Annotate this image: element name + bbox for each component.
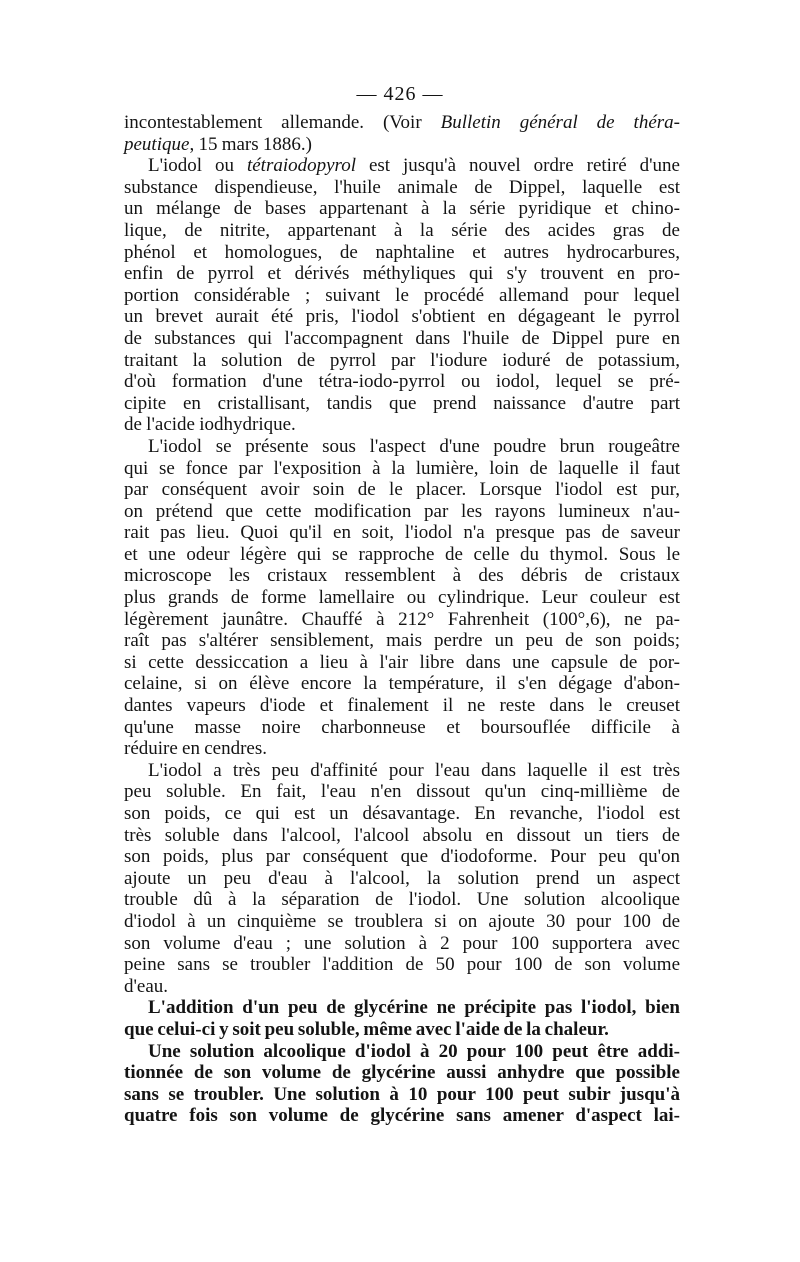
- text-segment: microscope les cristaux ressemblent à des débris de cristaux: [124, 565, 680, 587]
- italic-text: tétraiodopyrol: [246, 155, 357, 177]
- text-line: [124, 1062, 680, 1084]
- text-segment: son volume d'eau ; une solution à 2 pour 100 supportera avec: [124, 932, 680, 954]
- text-line: [124, 263, 680, 285]
- text-line: [124, 609, 680, 631]
- text-line: [124, 393, 680, 415]
- text-line: [124, 242, 680, 264]
- text-line: [124, 565, 680, 587]
- text-segment: portion considérable ; suivant le procédé allemand pour lequel: [124, 284, 680, 306]
- text-line: [124, 479, 680, 501]
- text-segment: réduire en cendres.: [124, 738, 268, 760]
- text-line: [124, 846, 680, 868]
- text-line: [124, 458, 680, 480]
- text-segment: ajoute un peu d'eau à l'alcool, la solution prend un aspect: [124, 867, 680, 889]
- text-line: [124, 350, 680, 372]
- text-segment: lique, de nitrite, appartenant à la série des acides gras de: [124, 219, 680, 241]
- text-line: [124, 954, 680, 976]
- text-segment: un brevet aurait été pris, l'iodol s'obtient en dégageant le pyrrol: [124, 306, 680, 328]
- text-segment: , 15 mars 1886.): [189, 133, 312, 155]
- text-segment: trouble dû à la séparation de l'iodol. Une solution alcoolique: [124, 889, 680, 911]
- text-segment: qui se fonce par l'exposition à la lumière, loin de laquelle il faut: [124, 457, 680, 479]
- text-segment: celaine, si on élève encore la température, il s'en dégage d'abon-: [124, 673, 680, 695]
- text-segment: quatre fois son volume de glycérine sans amener d'aspect lai-: [124, 1105, 680, 1127]
- text-line: [124, 825, 680, 847]
- text-line: [124, 652, 680, 674]
- text-line: [124, 781, 680, 803]
- text-line: [124, 198, 680, 220]
- text-segment: incontestablement allemande. (Voir: [124, 112, 441, 133]
- text-line: [124, 328, 680, 350]
- text-line: [124, 673, 680, 695]
- text-line: [124, 738, 680, 760]
- text-line: [124, 501, 680, 523]
- text-line: [124, 544, 680, 566]
- text-segment: Une solution alcoolique d'iodol à 20 pour 100 peut être addi-: [148, 1040, 680, 1062]
- text-segment: d'eau.: [124, 975, 169, 997]
- text-line: [124, 414, 680, 436]
- text-line: [124, 630, 680, 652]
- text-segment: qu'une masse noire charbonneuse et boursouflée difficile à: [124, 716, 680, 738]
- text-line: [124, 803, 680, 825]
- text-line: [124, 695, 680, 717]
- text-line: [124, 371, 680, 393]
- text-segment: très soluble dans l'alcool, l'alcool absolu en dissout un tiers de: [124, 824, 680, 846]
- text-segment: rait pas lieu. Quoi qu'il en soit, l'iodol n'a presque pas de saveur: [124, 522, 680, 544]
- text-segment: traitant la solution de pyrrol par l'iodure ioduré de potassium,: [124, 349, 680, 371]
- text-segment: L'iodol ou: [148, 155, 247, 177]
- text-line: [124, 220, 680, 242]
- text-segment: est jusqu'à nouvel ordre retiré d'une: [356, 155, 680, 177]
- text-line: [124, 1105, 680, 1127]
- text-segment: enfin de pyrrol et dérivés méthyliques qui s'y trouvent en pro-: [124, 263, 680, 285]
- text-line: [124, 134, 680, 156]
- body-text: [124, 112, 680, 1127]
- text-segment: son poids, plus par conséquent que d'iodoforme. Pour peu qu'on: [124, 846, 680, 868]
- text-segment: d'où formation d'une tétra-iodo-pyrrol ou iodol, lequel se pré-: [124, 371, 680, 393]
- italic-text: Bulletin général de théra-: [440, 112, 680, 133]
- text-line: [124, 436, 680, 458]
- text-segment: que celui-ci y soit peu soluble, même avec l'aide de la chaleur.: [124, 1018, 609, 1040]
- text-line: [124, 587, 680, 609]
- text-line: [124, 933, 680, 955]
- text-line: [124, 177, 680, 199]
- text-line: [124, 868, 680, 890]
- text-segment: un mélange de bases appartenant à la série pyridique et chino-: [124, 198, 680, 220]
- italic-text: peutique: [124, 133, 190, 155]
- text-segment: de substances qui l'accompagnent dans l'huile de Dippel pure en: [124, 327, 680, 349]
- page-number: — 426 —: [356, 83, 444, 105]
- text-segment: par conséquent avoir soin de le placer. Lorsque l'iodol est pur,: [124, 479, 680, 501]
- text-line: [124, 1019, 680, 1041]
- text-segment: peu soluble. En fait, l'eau n'en dissout qu'un cinq-millième de: [124, 781, 680, 803]
- text-line: [124, 306, 680, 328]
- text-line: [124, 976, 680, 998]
- text-line: [124, 997, 680, 1019]
- text-segment: cipite en cristallisant, tandis que prend naissance d'autre part: [124, 392, 680, 414]
- text-line: [124, 522, 680, 544]
- text-line: [124, 112, 680, 134]
- text-line: [124, 889, 680, 911]
- text-segment: légèrement jaunâtre. Chauffé à 212° Fahrenheit (100°,6), ne pa-: [124, 608, 680, 630]
- text-segment: d'iodol à un cinquième se troublera si on ajoute 30 pour 100 de: [124, 910, 680, 932]
- text-segment: on prétend que cette modification par les rayons lumineux n'au-: [124, 500, 680, 522]
- text-segment: si cette dessiccation a lieu à l'air libre dans une capsule de por-: [124, 651, 680, 673]
- text-segment: substance dispendieuse, l'huile animale de Dippel, laquelle est: [124, 176, 680, 198]
- text-segment: dantes vapeurs d'iode et finalement il ne reste dans le creuset: [124, 695, 680, 717]
- text-segment: L'iodol a très peu d'affinité pour l'eau dans laquelle il est très: [148, 759, 680, 781]
- text-segment: tionnée de son volume de glycérine aussi anhydre que possible: [124, 1062, 680, 1084]
- text-segment: de l'acide iodhydrique.: [124, 414, 296, 436]
- text-line: [124, 1041, 680, 1063]
- text-line: [124, 285, 680, 307]
- text-segment: phénol et homologues, de naphtaline et autres hydrocarbures,: [124, 241, 680, 263]
- text-line: [124, 717, 680, 739]
- text-segment: L'addition d'un peu de glycérine ne précipite pas l'iodol, bien: [148, 997, 680, 1019]
- text-line: [124, 1084, 680, 1106]
- text-segment: peine sans se troubler l'addition de 50 pour 100 de son volume: [124, 954, 680, 976]
- text-segment: plus grands de forme lamellaire ou cylindrique. Leur couleur est: [124, 587, 680, 609]
- text-line: [124, 911, 680, 933]
- text-segment: sans se troubler. Une solution à 10 pour 100 peut subir jusqu'à: [124, 1083, 680, 1105]
- text-line: [124, 760, 680, 782]
- text-segment: son poids, ce qui est un désavantage. En revanche, l'iodol est: [124, 803, 680, 824]
- text-line: [124, 155, 680, 177]
- text-segment: L'iodol se présente sous l'aspect d'une poudre brun rougeâtre: [148, 435, 680, 457]
- text-segment: raît pas s'altérer sensiblement, mais perdre un peu de son poids;: [124, 630, 680, 652]
- text-segment: et une odeur légère qui se rapproche de celle du thymol. Sous le: [124, 543, 680, 565]
